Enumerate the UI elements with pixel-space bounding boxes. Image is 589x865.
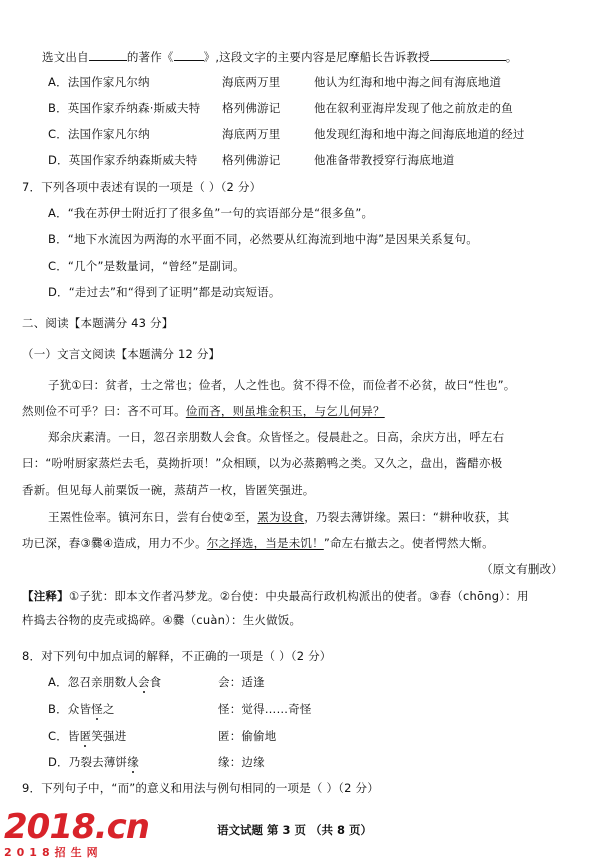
q6-option-a-content: 他认为红海和地中海之间有海底地道: [314, 75, 502, 89]
dotted-word: 怪: [91, 702, 103, 716]
q8-option-d-meaning: 缘：边缘: [218, 755, 265, 769]
passage-source: （原文有删改）: [481, 562, 563, 576]
q7-option-c: C．“几个”是数量词，“曾经”是副词。: [48, 259, 245, 273]
option-text: 之: [102, 702, 115, 716]
passage-text: 王罴性俭率。镇河东日，尝有台使②至，: [48, 510, 258, 524]
q8-option-d: [48, 754, 139, 770]
q6-option-c-author: C．法国作家凡尔纳: [48, 127, 150, 141]
passage-text: 然则俭不可乎？曰：吝不可耳。: [22, 404, 186, 418]
q6-stem: [42, 48, 517, 65]
q8-option-c-meaning: 匿：偷偷地: [218, 729, 277, 743]
q6-option-c-book: 海底两万里: [222, 127, 281, 141]
q8-option-c: [48, 728, 126, 744]
q6-option-c-content: 他发现红海和地中海之间海底地道的经过: [314, 127, 525, 141]
q7-option-a: A．“我在苏伊士附近打了很多鱼”一句的宾语部分是“很多鱼”。: [48, 206, 374, 220]
option-text: C．皆: [48, 729, 80, 743]
q6-option-d-book: 格列佛游记: [222, 153, 281, 167]
passage-text: ”命左右撤去之。使者愕然大惭。: [323, 536, 494, 550]
q6-option-d-content: 他准备带教授穿行海底地道: [314, 153, 455, 167]
passage-line: [48, 509, 509, 525]
q6-option-b-author: B．英国作家乔纳森·斯威夫特: [48, 101, 201, 115]
answer-blank: [430, 48, 506, 61]
q7-option-d: D．“走过去”和“得到了证明”都是动宾短语。: [48, 285, 281, 299]
subsection-title: （一）文言文阅读【本题满分 12 分】: [22, 347, 221, 361]
underlined-sentence: 尔之择选，当是未饥！: [206, 536, 324, 550]
q8-option-b-meaning: 怪：觉得……奇怪: [218, 702, 312, 716]
dotted-word: 会: [137, 675, 150, 689]
passage-text: ，乃裂去薄饼缘。罴曰：“耕种收获，其: [304, 510, 510, 524]
notes-line: 杵捣去谷物的皮壳或捣碎。④爨（cuàn）：生火做饭。: [22, 613, 302, 627]
passage-line: [22, 403, 385, 419]
watermark-logo-subtext: 2018招生网: [4, 846, 103, 859]
notes-line: [22, 588, 529, 604]
q7-stem: 7．下列各项中表述有误的一项是（ ）（2 分）: [22, 180, 262, 194]
passage-text: 功已深，舂③爨④造成，用力不少。: [22, 536, 207, 550]
q8-option-b: [48, 701, 115, 717]
underlined-sentence: 俭而吝，则虽堆金积玉，与乞儿何异？: [185, 404, 385, 418]
option-text: A．忽召亲朋数人: [48, 675, 138, 689]
answer-blank: [174, 48, 204, 61]
q9-stem: 9．下列句子中，“而”的意义和用法与例句相同的一项是（ ）（2 分）: [22, 781, 379, 795]
passage-line: 曰：“吩咐厨家蒸烂去毛，莫拗折项！”众相顾，以为必蒸鹅鸭之类。又久之，盘出，酱醋亦极: [22, 456, 503, 470]
option-text: D．乃裂去薄饼: [48, 755, 128, 769]
option-text: B．众皆: [48, 702, 92, 716]
q6-option-a-book: 海底两万里: [222, 75, 281, 89]
q7-option-b: B．“地下水流因为两海的水平面不同，必然要从红海流到地中海”是因果关系复句。: [48, 232, 478, 246]
underlined-phrase: 罴为设食: [257, 510, 305, 524]
dotted-word: 匿: [79, 729, 92, 743]
answer-blank: [89, 48, 127, 61]
option-text: 食: [149, 675, 162, 689]
section-title: 二、阅读【本题满分 43 分】: [22, 316, 174, 330]
passage-line: [22, 535, 494, 551]
q6-stem-part: 。: [505, 50, 518, 64]
q6-stem-part: 》,这段文字的主要内容是尼摩船长告诉教授: [203, 50, 430, 64]
q6-option-d-author: D．英国作家乔纳森斯威夫特: [48, 153, 198, 167]
q8-option-a: [48, 674, 161, 690]
passage-line: 子犹①曰：贫者，士之常也；俭者，人之性也。贫不得不俭，而俭者不必贫，故曰“性也”。: [48, 378, 516, 392]
passage-line: 香新。但见每人前粟饭一碗，蒸葫芦一枚，皆匿笑强进。: [22, 483, 315, 497]
passage-line: 郑余庆素清。一日，忽召亲朋数人会食。众皆怪之。侵晨赴之。日高，余庆方出，呼左右: [48, 430, 505, 444]
watermark-logo-text: 2018.cn: [4, 807, 149, 847]
q8-stem: 8．对下列句中加点词的解释，不正确的一项是（ ）（2 分）: [22, 649, 332, 663]
page-footer: 语文试题 第 3 页 （共 8 页）: [216, 823, 373, 837]
notes-text: ①子犹：即本文作者冯梦龙。②台使：中央最高行政机构派出的使者。③舂（chōng）：用: [68, 589, 529, 603]
q6-option-a-author: A．法国作家凡尔纳: [48, 75, 150, 89]
dotted-word: 缘: [127, 755, 139, 769]
q6-stem-part: 的著作《: [126, 50, 174, 64]
option-text: 笑强进: [91, 729, 127, 743]
q6-option-b-book: 格列佛游记: [222, 101, 281, 115]
q8-option-a-meaning: 会：适逢: [218, 675, 265, 689]
q6-stem-part: 选文出自: [42, 50, 89, 64]
q6-option-b-content: 他在叙利亚海岸发现了他之前放走的鱼: [314, 101, 513, 115]
notes-label: 【注释】: [22, 589, 69, 603]
